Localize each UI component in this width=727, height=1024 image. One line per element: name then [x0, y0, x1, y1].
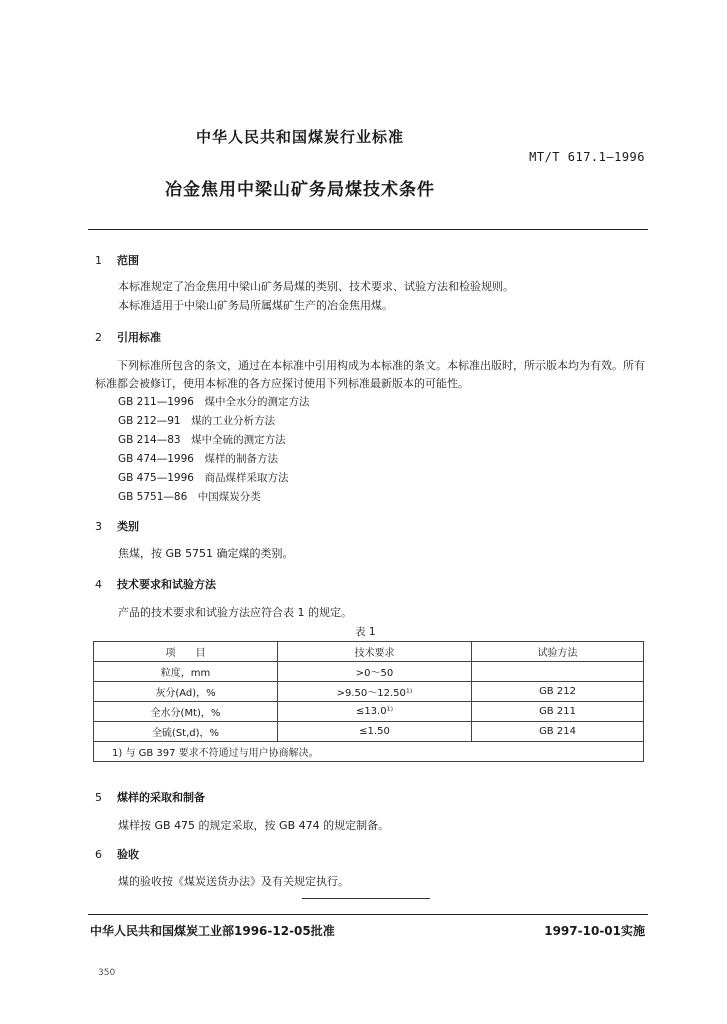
section-1-para-1: 本标准规定了冶金焦用中梁山矿务局煤的类别、技术要求、试验方法和检验规则。	[118, 280, 514, 293]
end-divider	[302, 898, 430, 899]
reference-item: GB 475—1996 商品煤样采取方法	[118, 472, 289, 484]
section-3-heading	[95, 518, 139, 534]
table-header-cell: 试验方法	[472, 642, 644, 662]
implementation-date: 1997-10-01实施	[544, 924, 645, 938]
section-number: 4	[95, 578, 102, 591]
table-cell: 全硫(St,d)，%	[94, 722, 278, 742]
page-number: 350	[98, 968, 116, 978]
header-divider	[88, 229, 648, 230]
table-row	[94, 722, 644, 742]
table-footnote: 1) 与 GB 397 要求不符通过与用户协商解决。	[94, 742, 644, 762]
table-cell: 灰分(Ad)，%	[94, 682, 278, 702]
table-cell: ≤13.0¹⁾	[278, 702, 472, 722]
table-caption: 表 1	[355, 626, 376, 638]
section-4-para-1: 产品的技术要求和试验方法应符合表 1 的规定。	[118, 606, 352, 619]
table-cell: 全水分(Mt)，%	[94, 702, 278, 722]
section-2-heading	[95, 329, 161, 345]
section-number: 2	[95, 331, 102, 344]
section-number: 5	[95, 791, 102, 804]
table-cell: GB 212	[472, 682, 644, 702]
table-header-row	[94, 642, 644, 662]
table-cell: ≤1.50	[278, 722, 472, 742]
section-6-para-1: 煤的验收按《煤炭送货办法》及有关规定执行。	[118, 875, 349, 888]
table-row	[94, 702, 644, 722]
section-title: 范围	[117, 254, 139, 267]
table-cell	[472, 662, 644, 682]
section-number: 6	[95, 848, 102, 861]
reference-item: GB 474—1996 煤样的制备方法	[118, 453, 278, 465]
reference-item: GB 214—83 煤中全硫的测定方法	[118, 434, 286, 446]
org-title: 中华人民共和国煤炭行业标准	[195, 128, 404, 146]
reference-item: GB 5751—86 中国煤炭分类	[118, 491, 261, 503]
section-title: 煤样的采取和制备	[117, 791, 205, 804]
table-header-cell: 技术要求	[278, 642, 472, 662]
section-title: 验收	[117, 848, 139, 861]
table-row	[94, 682, 644, 702]
footer-divider	[88, 914, 648, 915]
table-footnote-row	[94, 742, 644, 762]
spec-table	[93, 641, 644, 762]
section-number: 1	[95, 254, 102, 267]
approval-line: 中华人民共和国煤炭工业部1996-12-05批准	[90, 924, 335, 938]
table-cell: GB 211	[472, 702, 644, 722]
table-header-cell: 项 目	[94, 642, 278, 662]
section-3-para-1: 焦煤，按 GB 5751 确定煤的类别。	[118, 547, 294, 560]
table-row	[94, 662, 644, 682]
section-title: 引用标准	[117, 331, 161, 344]
section-1-heading	[95, 252, 139, 268]
table-cell: >9.50～12.50¹⁾	[278, 682, 472, 702]
reference-item: GB 212—91 煤的工业分析方法	[118, 415, 276, 427]
table-cell: >0～50	[278, 662, 472, 682]
section-4-heading	[95, 576, 216, 592]
reference-item: GB 211—1996 煤中全水分的测定方法	[118, 396, 310, 408]
section-1-para-2: 本标准适用于中梁山矿务局所属煤矿生产的冶金焦用煤。	[118, 299, 393, 312]
section-5-para-1: 煤样按 GB 475 的规定采取，按 GB 474 的规定制备。	[118, 819, 390, 832]
section-6-heading	[95, 846, 139, 862]
section-number: 3	[95, 520, 102, 533]
section-2-para-1: 下列标准所包含的条文，通过在本标准中引用构成为本标准的条文。本标准出版时，所示版本均为有效。所有标准都会被修订，使用本标准的各方应探讨使用下列标准最新版本的可能性。	[95, 359, 645, 390]
section-title: 技术要求和试验方法	[117, 578, 216, 591]
section-5-heading	[95, 789, 205, 805]
table-cell: 粒度，mm	[94, 662, 278, 682]
standard-code: MT/T 617.1—1996	[529, 150, 645, 164]
section-title: 类别	[117, 520, 139, 533]
table-cell: GB 214	[472, 722, 644, 742]
document-title: 冶金焦用中梁山矿务局煤技术条件	[165, 180, 435, 200]
